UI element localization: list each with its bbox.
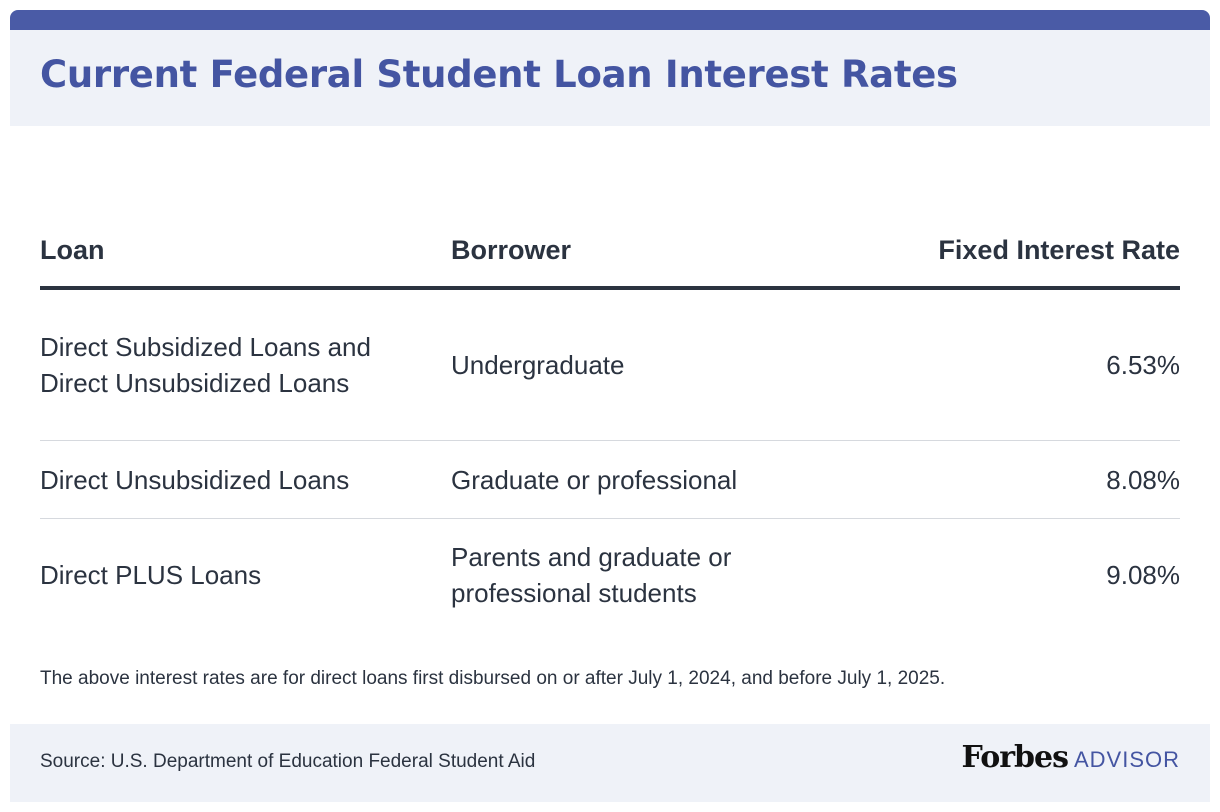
table-row xyxy=(40,441,1180,519)
cell-rate: 8.08% xyxy=(1106,464,1180,495)
forbes-advisor-logo xyxy=(962,740,1180,775)
cell-borrower: Graduate or professional xyxy=(451,464,738,495)
cell-rate: 6.53% xyxy=(1106,350,1180,380)
footnote: The above interest rates are for direct loans first disbursed on or after July 1, 2024, and before July 1, 2025. xyxy=(40,668,946,689)
header-banner xyxy=(10,30,1210,126)
rates-table xyxy=(40,190,1180,631)
cell-rate: 9.08% xyxy=(1106,560,1180,590)
cell-borrower: Undergraduate xyxy=(451,350,625,380)
cell-loan: Direct Subsidized Loans and Direct Unsubsidized Loans xyxy=(40,332,371,398)
brand-suffix: ADVISOR xyxy=(1073,747,1180,772)
column-header-loan: Loan xyxy=(40,235,105,265)
source-text: Source: U.S. Department of Education Federal Student Aid xyxy=(40,751,536,772)
cell-loan: Direct Unsubsidized Loans xyxy=(40,464,350,495)
table-row xyxy=(40,519,1180,631)
table-row xyxy=(40,290,1180,441)
brand-name: Forbes xyxy=(961,740,1068,775)
footer-banner xyxy=(10,724,1210,802)
cell-borrower: Parents and graduate or professional students xyxy=(451,542,732,608)
cell-loan: Direct PLUS Loans xyxy=(40,560,262,590)
top-accent-bar xyxy=(10,10,1210,30)
table-header xyxy=(40,190,1180,290)
column-header-rate: Fixed Interest Rate xyxy=(938,235,1180,265)
column-header-borrower: Borrower xyxy=(451,235,572,265)
infographic-card xyxy=(10,10,1210,802)
page-title: Current Federal Student Loan Interest Rates xyxy=(40,53,958,96)
